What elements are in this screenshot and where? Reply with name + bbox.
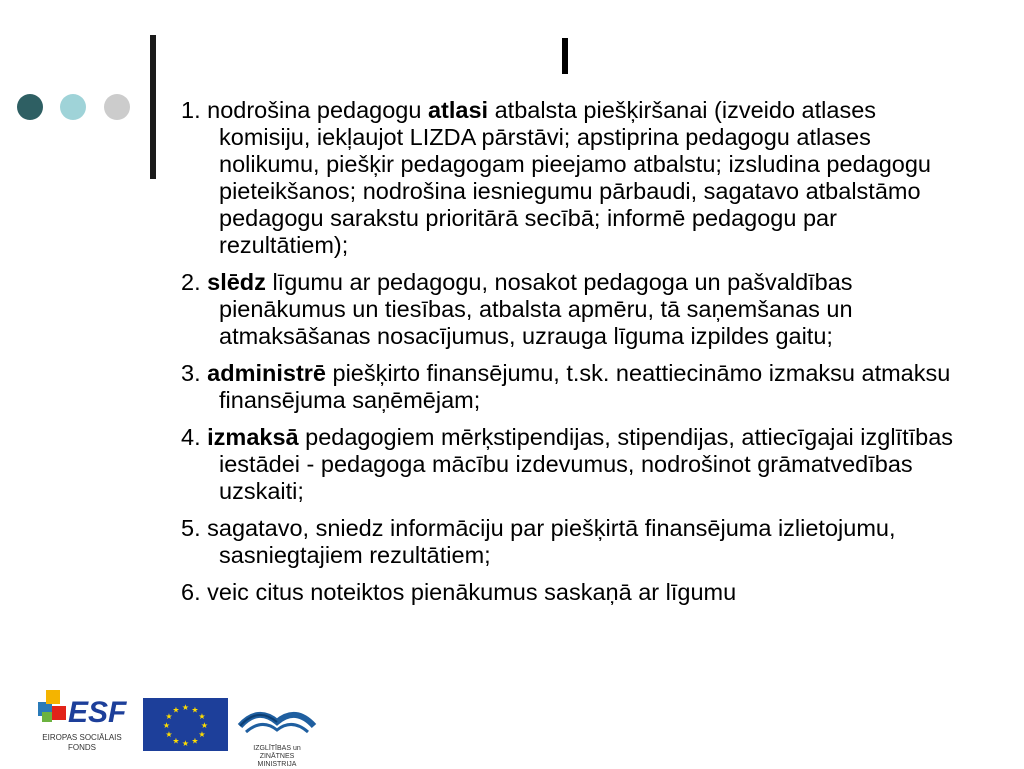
esf-square-red	[52, 706, 66, 720]
esf-caption-line1: EIROPAS SOCIĀLAIS	[42, 733, 122, 742]
svg-text:★: ★	[181, 739, 190, 748]
item-text: sagatavo, sniedz informāciju par piešķirtā finansējuma izlietojumu, sasniegtajiem rezultātiem;	[200, 515, 896, 568]
item-keyword: slēdz	[207, 269, 266, 295]
svg-text:★: ★	[165, 712, 173, 721]
decor-dot-teal	[60, 94, 86, 120]
eu-stars-circle	[143, 698, 228, 751]
list-item	[181, 579, 971, 606]
ministry-caption-line1: IZGLĪTĪBAS un ZINĀTNES	[253, 745, 301, 760]
esf-logo	[36, 682, 136, 762]
item-number: 3.	[181, 360, 201, 386]
list-item	[181, 97, 971, 259]
svg-text:★: ★	[165, 730, 173, 739]
item-number: 5.	[181, 515, 201, 541]
svg-text:★: ★	[191, 736, 199, 746]
esf-wordmark: ESF	[68, 696, 127, 729]
slide-body	[181, 97, 971, 616]
decor-dot-dark	[17, 94, 43, 120]
title-cursor-mark	[562, 38, 568, 74]
svg-text:★: ★	[162, 721, 171, 730]
list-item	[181, 360, 971, 414]
item-keyword: atlasi	[427, 97, 489, 123]
item-keyword: administrē	[207, 360, 326, 386]
svg-text:★: ★	[200, 721, 209, 730]
ministry-logo	[236, 696, 318, 768]
esf-square-yellow	[46, 690, 60, 704]
eu-flag-logo	[143, 698, 228, 751]
item-text: līgumu ar pedagogu, nosakot pedagoga un pašvaldības pienākumus un tiesības, atbalsta apmēru, tā saņemšanas un atmaksāšanas nosacījumus, uzrauga līguma izpildes gaitu;	[219, 269, 853, 349]
svg-text:★: ★	[198, 730, 206, 739]
decor-dot-gray	[104, 94, 130, 120]
svg-text:★: ★	[191, 705, 199, 715]
item-keyword: izmaksā	[207, 424, 299, 450]
item-number: 1.	[181, 97, 201, 123]
svg-text:★: ★	[181, 703, 190, 712]
ministry-caption-line2: MINISTRIJA	[257, 761, 297, 768]
item-text: piešķirto finansējumu, t.sk. neattiecināmo izmaksu atmaksu finansējuma saņēmējam;	[219, 360, 951, 413]
item-number: 6.	[181, 579, 201, 605]
item-text: nodrošina pedagogu	[200, 97, 428, 123]
item-number: 4.	[181, 424, 201, 450]
svg-text:★: ★	[172, 705, 180, 715]
list-item	[181, 424, 971, 505]
esf-square-green	[42, 712, 52, 722]
decor-vertical-bar	[150, 35, 156, 179]
item-text: atbalsta piešķiršanai (izveido atlases komisiju, iekļaujot LIZDA pārstāvi; apstiprina pedagogu atlases nolikumu, piešķir pedagogam pieejamo atbalstu; izsludina pedagogu pieteikšanos; nodrošina iesniegumu pārbaudi, sagatavo atbalstāmo pedagogu sarakstu prioritārā secībā; informē pedagogu par rezultātiem);	[219, 97, 931, 258]
footer-logos	[36, 682, 336, 768]
svg-text:★: ★	[172, 736, 180, 746]
open-book-icon	[236, 696, 318, 740]
list-item	[181, 269, 971, 350]
svg-text:★: ★	[198, 712, 206, 721]
item-text: pedagogiem mērķstipendijas, stipendijas, attiecīgajai izglītības iestādei - pedagoga mācību izdevumus, nodrošinot grāmatvedības uzskaiti;	[219, 424, 954, 504]
item-number: 2.	[181, 269, 201, 295]
list-item	[181, 515, 971, 569]
esf-caption-line2: FONDS	[68, 743, 96, 752]
item-text: veic citus noteiktos pienākumus saskaņā ar līgumu	[200, 579, 737, 605]
